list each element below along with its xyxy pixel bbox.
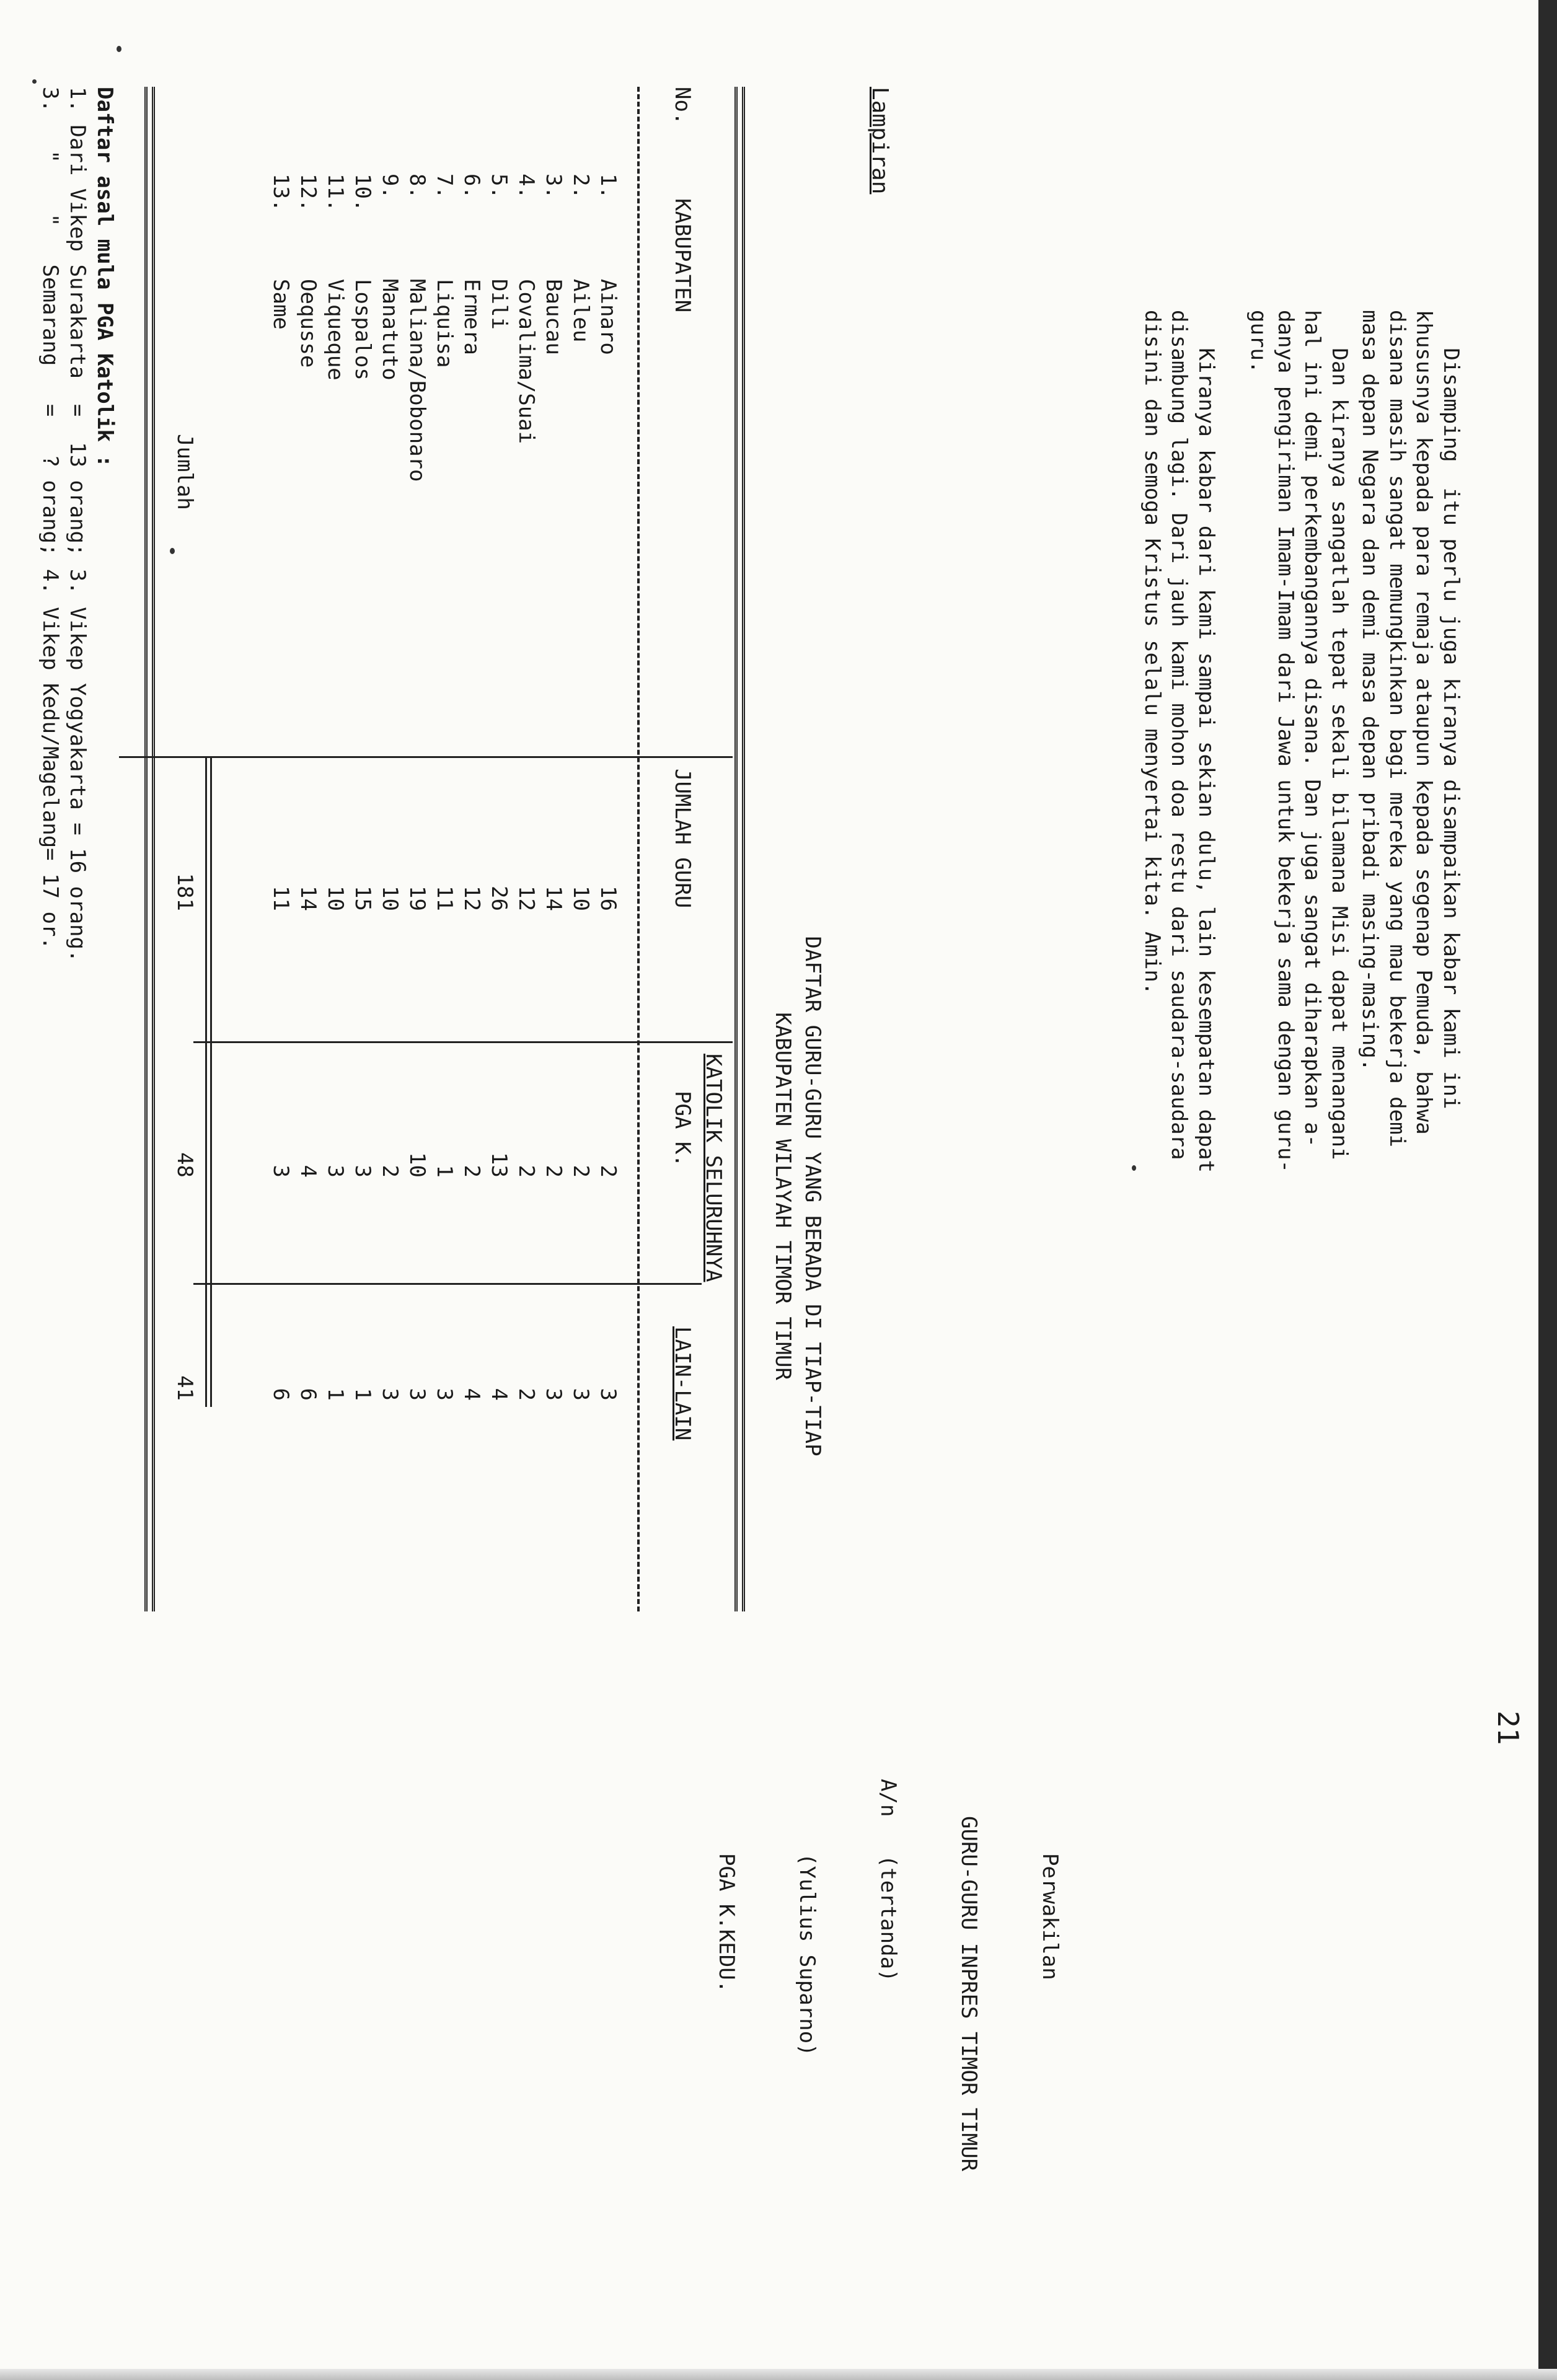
row-no: 9. — [377, 174, 402, 199]
paragraph-1: Disamping itu perlu juga kiranya disampaikan kabar kami ini khususnya kepada para remaja ataupun kepada segenap Pemuda, bahwa disana masih sangat memungkinkan bagi mereka yang mau bekerja demi masa depan Negara dan demi masa depan pribadi masing-masing. — [1357, 310, 1463, 1148]
row-jumlah: 11 — [268, 886, 293, 911]
row-no: 5. — [487, 174, 511, 199]
row-no: 3. — [541, 174, 566, 199]
header-lain-lain: LAIN-LAIN — [670, 1326, 695, 1441]
signature-unit: PGA K.KEDU. — [713, 1853, 739, 1993]
table-row — [321, 50, 348, 2281]
table-bottom-rule — [152, 87, 155, 1611]
table-subtitle: KABUPATEN WILAYAH TIMOR TIMUR — [770, 1012, 795, 1380]
signature-organization: GURU-GURU INPRES TIMOR TIMUR — [956, 1816, 982, 2172]
row-jumlah: 14 — [296, 886, 320, 911]
row-kabupaten: Maliana/Bobonaro — [405, 279, 430, 482]
row-kabupaten: Lospalos — [350, 279, 375, 381]
row-pga: 10 — [405, 1152, 430, 1178]
row-pga: 13 — [487, 1152, 511, 1178]
table-row — [485, 50, 512, 2281]
row-jumlah: 10 — [568, 886, 593, 911]
row-lain: 1 — [350, 1388, 375, 1401]
row-jumlah: 12 — [459, 886, 484, 911]
row-lain: 4 — [459, 1388, 484, 1401]
row-pga: 2 — [596, 1165, 620, 1178]
row-jumlah: 16 — [596, 886, 620, 911]
signature-signed: A/n (tertanda) — [875, 1779, 901, 1982]
row-kabupaten: Baucau — [541, 279, 566, 355]
table-row — [594, 50, 621, 2281]
row-no: 10. — [350, 174, 375, 212]
row-jumlah: 26 — [487, 886, 511, 911]
row-kabupaten: Liquisa — [432, 279, 457, 368]
row-lain: 3 — [541, 1388, 566, 1401]
table-top-rule — [734, 87, 738, 1611]
header-divider — [637, 87, 640, 1611]
row-lain: 1 — [323, 1388, 348, 1401]
paragraph-3: Kiranya kabar dari kami sampai sekian dulu, lain kesempatan dapat disambung lagi. Dari jauh kami mohon doa restu dari saudara-saudara disini dan semoga Kristus selalu menyertai kita. Amin. — [1139, 310, 1219, 1173]
row-no: 4. — [514, 174, 539, 199]
asal-heading: Daftar asal mula PGA Katolik : — [92, 87, 117, 468]
total-lain: 41 — [172, 1375, 197, 1401]
row-pga: 2 — [541, 1165, 566, 1178]
header-pga: PGA K. — [670, 1091, 695, 1167]
row-lain: 3 — [377, 1388, 402, 1401]
row-no: 1. — [596, 174, 620, 199]
table-row — [403, 50, 430, 2281]
row-jumlah: 10 — [323, 886, 348, 911]
row-lain: 6 — [296, 1388, 320, 1401]
row-kabupaten: Same — [268, 279, 293, 330]
row-kabupaten: Covalima/Suai — [514, 279, 539, 444]
row-kabupaten: Ermera — [459, 279, 484, 355]
row-pga: 2 — [459, 1165, 484, 1178]
row-jumlah: 11 — [432, 886, 457, 911]
signature-block — [658, 1779, 1117, 2172]
total-pga: 48 — [172, 1152, 197, 1178]
row-no: 6. — [459, 174, 484, 199]
header-katolik: KATOLIK SELURUHNYA — [701, 1054, 726, 1282]
table-row — [457, 50, 485, 2281]
row-lain: 3 — [405, 1388, 430, 1401]
table-row — [430, 50, 457, 2281]
row-pga: 1 — [432, 1165, 457, 1178]
row-pga: 2 — [568, 1165, 593, 1178]
row-pga: 4 — [296, 1165, 320, 1178]
table-row — [567, 50, 594, 2281]
row-lain: 3 — [568, 1388, 593, 1401]
scan-bottom-edge — [0, 2369, 1557, 2380]
header-no: No. — [670, 87, 695, 125]
row-jumlah: 12 — [514, 886, 539, 911]
row-jumlah: 19 — [405, 886, 430, 911]
row-no: 12. — [296, 174, 320, 212]
row-pga: 3 — [268, 1165, 293, 1178]
total-rule — [210, 756, 212, 1407]
table-row — [376, 50, 403, 2281]
row-no: 11. — [323, 174, 348, 212]
jumlah-label: Jumlah — [172, 434, 197, 510]
row-no: 2. — [568, 174, 593, 199]
row-kabupaten: Oequsse — [296, 279, 320, 368]
table-row — [348, 50, 376, 2281]
table-top-rule — [742, 87, 745, 1611]
lampiran-heading: Lampiran — [867, 87, 893, 195]
row-kabupaten: Ainaro — [596, 279, 620, 355]
table-row — [512, 50, 539, 2281]
row-lain: 4 — [487, 1388, 511, 1401]
rotated-document-page — [14, 50, 1538, 2368]
table-bottom-rule — [144, 87, 148, 1611]
row-lain: 2 — [514, 1388, 539, 1401]
row-pga: 2 — [514, 1165, 539, 1178]
row-jumlah: 10 — [377, 886, 402, 911]
page-number: 21 — [1491, 1711, 1525, 1745]
paragraph-2: Dan kiranya sangatlah tepat sekali bilamana Misi dapat menangani hal ini demi perkembangannya disana. Dan juga sangat diharapkan a- danya pengiriman Imam-Imam dari Jawa untuk bekerja sama dengan guru- guru. — [1246, 310, 1352, 1173]
row-pga: 3 — [323, 1165, 348, 1178]
table-row — [539, 50, 567, 2281]
header-kabupaten: KABUPATEN — [670, 198, 695, 313]
row-jumlah: 14 — [541, 886, 566, 911]
scan-edge — [1538, 0, 1557, 2380]
row-jumlah: 15 — [350, 886, 375, 911]
row-lain: 6 — [268, 1388, 293, 1401]
row-kabupaten: Dili — [487, 279, 511, 330]
total-rule — [205, 756, 207, 1407]
row-kabupaten: Aileu — [568, 279, 593, 343]
table-row — [294, 50, 321, 2281]
row-no: 13. — [268, 174, 293, 212]
asal-line-2: 3. " " Semarang = ? orang; 4. Vikep Kedu/Magelang= 17 or. — [38, 87, 63, 950]
signature-role: Perwakilan — [1037, 1853, 1062, 1980]
row-kabupaten: Manatuto — [377, 279, 402, 381]
row-pga: 3 — [350, 1165, 375, 1178]
row-no: 8. — [405, 174, 430, 199]
asal-line-1: 1. Dari Vikep Surakarta = 13 orang; 3. Vikep Yogyakarta = 16 orang. — [65, 87, 90, 963]
total-jumlah: 181 — [172, 873, 197, 911]
row-kabupaten: Viqueque — [323, 279, 348, 381]
header-jumlah-guru: JUMLAH GURU — [670, 769, 695, 909]
table-row — [267, 50, 294, 2281]
signature-name: (Yulius Suparno) — [795, 1853, 820, 2056]
row-no: 7. — [432, 174, 457, 199]
row-lain: 3 — [596, 1388, 620, 1401]
row-pga: 2 — [377, 1165, 402, 1178]
table-title: DAFTAR GURU-GURU YANG BERADA DI TIAP-TIAP — [800, 936, 825, 1457]
row-lain: 3 — [432, 1388, 457, 1401]
